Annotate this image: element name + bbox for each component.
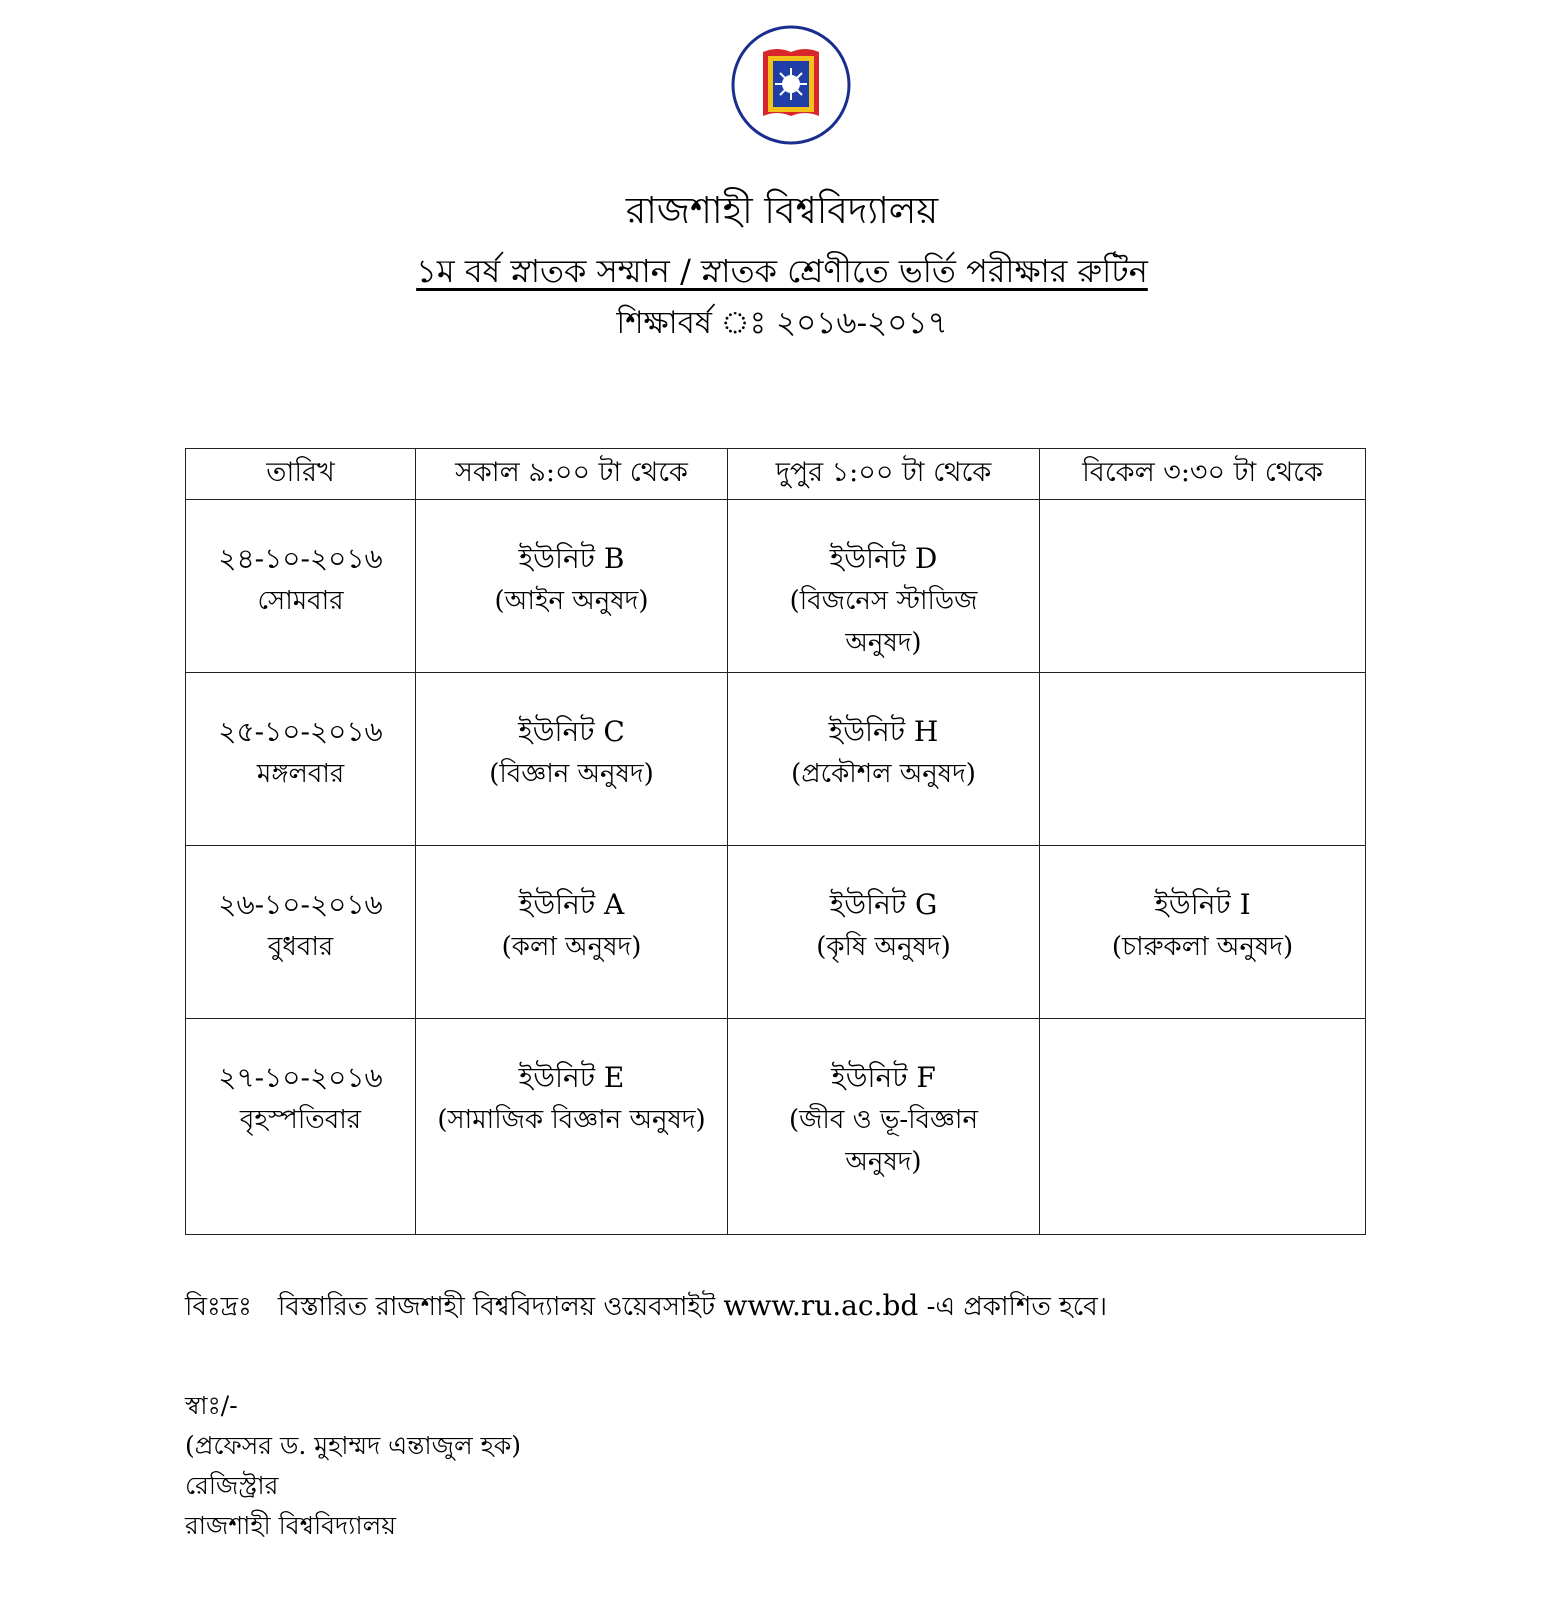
academic-session: শিক্ষাবর্ষ ঃ ২০১৬-২০১৭ <box>616 305 948 341</box>
exam-routine-table <box>185 448 1366 1235</box>
exam-day: মঙ্গলবার <box>256 759 345 789</box>
footnote <box>185 1286 1107 1327</box>
morning-cell <box>416 673 728 846</box>
unit-name: ইউনিট G <box>829 888 938 921</box>
header-date: তারিখ <box>186 449 416 500</box>
faculty-name: (আইন অনুষদ) <box>494 586 649 616</box>
footnote-text-end: -এ প্রকাশিত হবে। <box>926 1292 1107 1322</box>
noon-cell <box>728 673 1040 846</box>
header-noon: দুপুর ১:০০ টা থেকে <box>728 449 1040 500</box>
date-cell <box>186 1019 416 1235</box>
table-row <box>186 846 1366 1019</box>
exam-date: ২৭-১০-২০১৬ <box>218 1061 383 1094</box>
afternoon-cell <box>1040 673 1366 846</box>
noon-cell <box>728 500 1040 673</box>
table-row <box>186 1019 1366 1235</box>
faculty-name: (প্রকৌশল অনুষদ) <box>791 759 976 789</box>
noon-cell <box>728 846 1040 1019</box>
page-subtitle: ১ম বর্ষ স্নাতক সম্মান / স্নাতক শ্রেণীতে ভর্তি পরীক্ষার রুটিন <box>416 252 1148 290</box>
header-afternoon: বিকেল ৩:৩০ টা থেকে <box>1040 449 1366 500</box>
signatory-name: (প্রফেসর ড. মুহাম্মদ এন্তাজুল হক) <box>185 1431 521 1460</box>
afternoon-cell <box>1040 500 1366 673</box>
noon-cell <box>728 1019 1040 1235</box>
page-title: রাজশাহী বিশ্ববিদ্যালয় <box>625 189 939 232</box>
signature-block <box>185 1386 521 1546</box>
table-row <box>186 673 1366 846</box>
morning-cell <box>416 500 728 673</box>
date-cell <box>186 500 416 673</box>
website-link[interactable]: www.ru.ac.bd <box>723 1289 919 1322</box>
faculty-name: (কলা অনুষদ) <box>501 932 642 962</box>
footnote-label: বিঃদ্রঃ <box>185 1292 252 1322</box>
date-cell <box>186 673 416 846</box>
exam-day: বুধবার <box>267 932 334 962</box>
date-cell <box>186 846 416 1019</box>
table-header-row <box>186 449 1366 500</box>
morning-cell <box>416 846 728 1019</box>
faculty-name: (বিজনেস স্টাডিজ অনুষদ) <box>789 586 978 658</box>
unit-name: ইউনিট A <box>518 888 625 921</box>
footnote-text: বিস্তারিত রাজশাহী বিশ্ববিদ্যালয় ওয়েবসাইট <box>277 1292 716 1322</box>
faculty-name: (সামাজিক বিজ্ঞান অনুষদ) <box>437 1105 706 1135</box>
unit-name: ইউনিট E <box>518 1061 625 1094</box>
unit-name: ইউনিট D <box>829 542 938 575</box>
unit-name: ইউনিট H <box>828 715 939 748</box>
exam-date: ২৫-১০-২০১৬ <box>218 715 383 748</box>
signatory-designation: রেজিস্ট্রার <box>185 1471 279 1500</box>
signature-mark: স্বাঃ/- <box>185 1391 238 1420</box>
table-row <box>186 500 1366 673</box>
unit-name: ইউনিট I <box>1154 888 1251 921</box>
exam-date: ২৬-১০-২০১৬ <box>218 888 383 921</box>
faculty-name: (চারুকলা অনুষদ) <box>1111 932 1294 962</box>
exam-day: সোমবার <box>257 586 344 616</box>
unit-name: ইউনিট F <box>831 1061 936 1094</box>
unit-name: ইউনিট C <box>518 715 625 748</box>
morning-cell <box>416 1019 728 1235</box>
faculty-name: (কৃষি অনুষদ) <box>816 932 951 962</box>
exam-day: বৃহস্পতিবার <box>239 1105 362 1135</box>
exam-date: ২৪-১০-২০১৬ <box>218 542 383 575</box>
header-morning: সকাল ৯:০০ টা থেকে <box>416 449 728 500</box>
faculty-name: (জীব ও ভূ-বিজ্ঞান অনুষদ) <box>789 1105 978 1177</box>
unit-name: ইউনিট B <box>518 542 625 575</box>
afternoon-cell <box>1040 1019 1366 1235</box>
faculty-name: (বিজ্ঞান অনুষদ) <box>489 759 654 789</box>
university-crest-icon <box>730 24 852 146</box>
afternoon-cell <box>1040 846 1366 1019</box>
signatory-institution: রাজশাহী বিশ্ববিদ্যালয় <box>185 1511 397 1540</box>
